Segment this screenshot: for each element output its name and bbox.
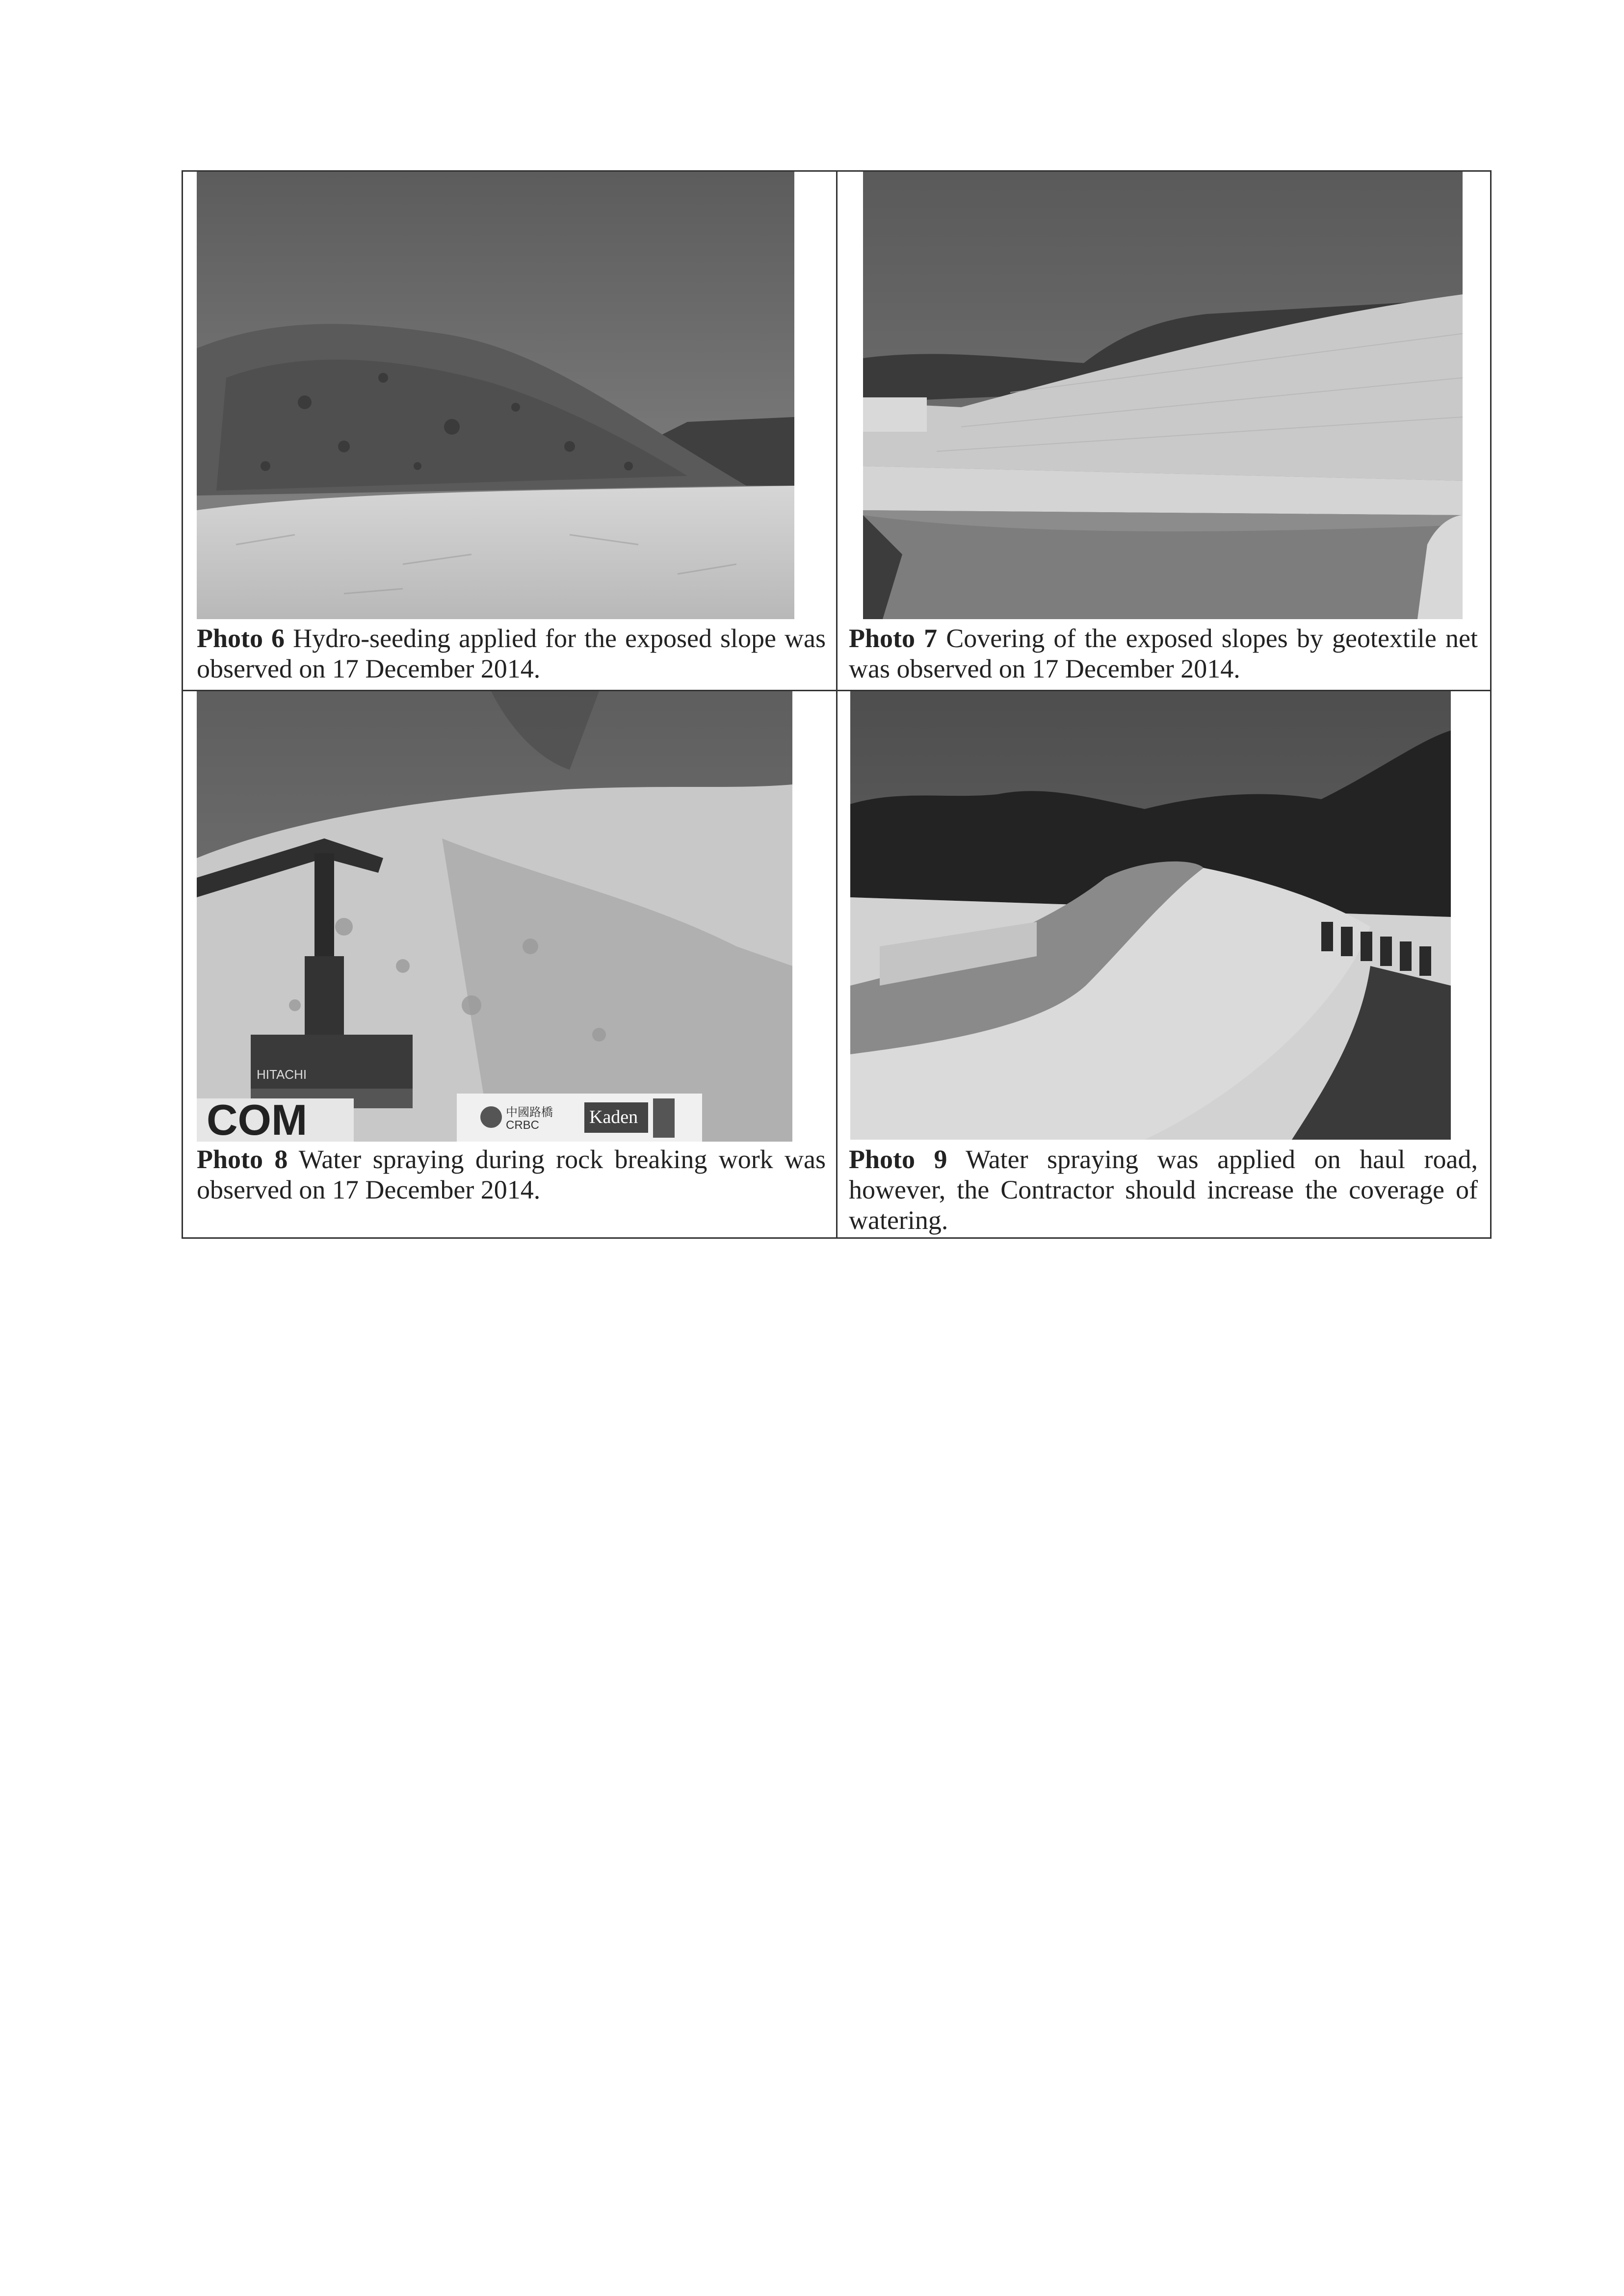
photo-6-caption bbox=[197, 623, 826, 684]
banner-right-text: Kaden bbox=[589, 1107, 638, 1127]
photo-6-label: Photo 6 bbox=[197, 624, 285, 653]
excavator-brand-text: HITACHI bbox=[257, 1067, 307, 1082]
photo-9-image bbox=[850, 691, 1451, 1140]
photo-6-image bbox=[197, 172, 794, 619]
photo-8-image bbox=[197, 691, 792, 1142]
photo-7-image bbox=[863, 172, 1463, 619]
table-divider-vertical bbox=[836, 172, 838, 1237]
photo-9-text: Water spraying was applied on haul road, however, the Contractor should increase the coverage of watering. bbox=[849, 1145, 1478, 1235]
photo-6-text: Hydro-seeding applied for the exposed slope was observed on 17 December 2014. bbox=[197, 624, 826, 683]
banner-logo-text: 中國路橋 CRBC bbox=[506, 1106, 553, 1132]
banner-left-text: COM bbox=[207, 1096, 308, 1142]
photo-8-label: Photo 8 bbox=[197, 1145, 288, 1174]
photo-9-label: Photo 9 bbox=[849, 1145, 947, 1174]
photo-8-text: Water spraying during rock breaking work was observed on 17 December 2014. bbox=[197, 1145, 826, 1204]
photo-7-label: Photo 7 bbox=[849, 624, 938, 653]
photo-table bbox=[182, 170, 1492, 1239]
photo-7-text: Covering of the exposed slopes by geotextile net was observed on 17 December 2014. bbox=[849, 624, 1478, 683]
photo-8-caption bbox=[197, 1144, 826, 1205]
photo-9-caption bbox=[849, 1144, 1478, 1235]
photo-7-caption bbox=[849, 623, 1478, 684]
